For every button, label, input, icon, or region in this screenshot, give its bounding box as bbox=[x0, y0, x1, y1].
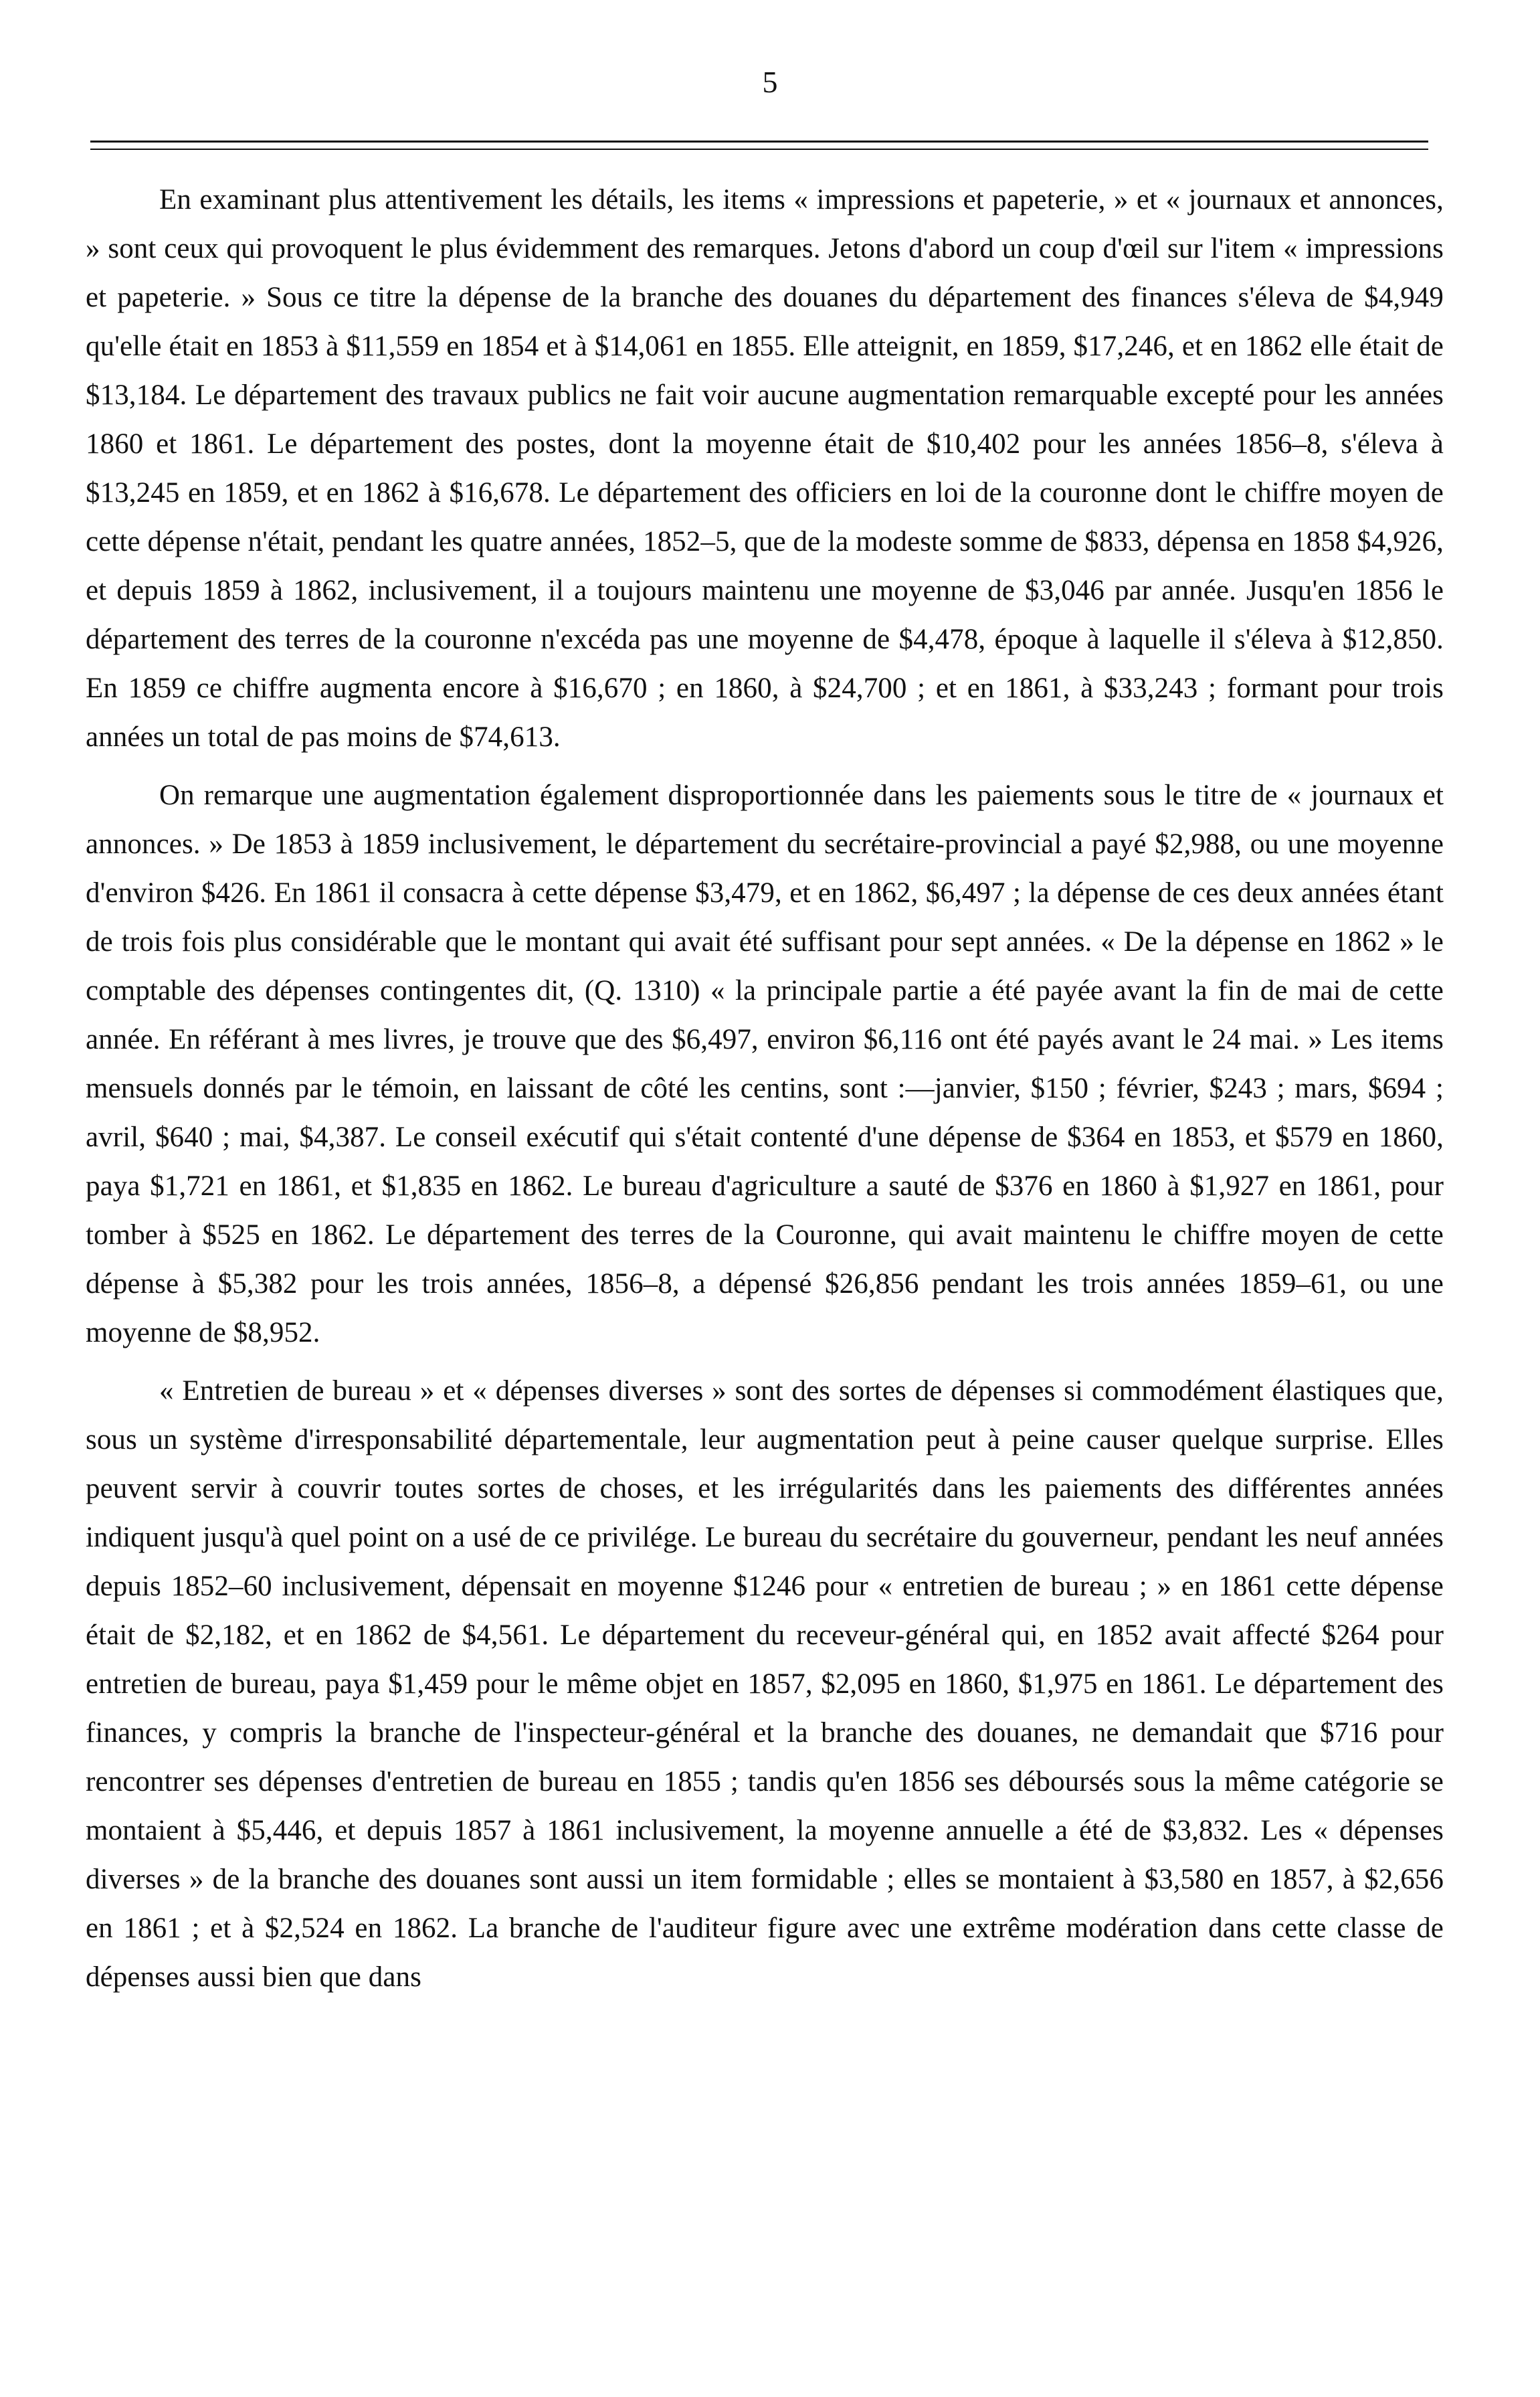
paragraph-impressions-papeterie: En examinant plus attentivement les détails, les items « impressions et papeterie, » et « journaux et annonces, » sont ceux qui provoquent le plus évidemment des remarques. Jetons d'abord un coup d'œil sur l'item « impressions et papeterie. » Sous ce titre la dépense de la branche des douanes du département des finances s'éleva de $4,949 qu'elle était en 1853 à $11,559 en 1854 et à $14,061 en 1855. Elle atteignit, en 1859, $17,246, et en 1862 elle était de $13,184. Le département des travaux publics ne fait voir aucune augmentation remarquable excepté pour les années 1860 et 1861. Le département des postes, dont la moyenne était de $10,402 pour les années 1856–8, s'éleva à $13,245 en 1859, et en 1862 à $16,678. Le département des officiers en loi de la couronne dont le chiffre moyen de cette dépense n'était, pendant les quatre années, 1852–5, que de la modeste somme de $833, dépensa en 1858 $4,926, et depuis 1859 à 1862, inclusivement, il a toujours maintenu une moyenne de $3,046 par année. Jusqu'en 1856 le département des terres de la couronne n'excéda pas une moyenne de $4,478, époque à laquelle il s'éleva à $12,850. En 1859 ce chiffre augmenta encore à $16,670 ; en 1860, à $24,700 ; et en 1861, à $33,243 ; formant pour trois années un total de pas moins de $74,613. bbox=[86, 184, 1444, 753]
page-number: 5 bbox=[762, 65, 778, 99]
header-rule bbox=[90, 141, 1428, 143]
body-text bbox=[86, 175, 1444, 2011]
header-rule-secondary bbox=[90, 149, 1428, 150]
paragraph-journaux-annonces: On remarque une augmentation également disproportionnée dans les paiements sous le titre de « journaux et annonces. » De 1853 à 1859 inclusivement, le département du secrétaire-provincial a payé $2,988, ou une moyenne d'environ $426. En 1861 il consacra à cette dépense $3,479, et en 1862, $6,497 ; la dépense de ces deux années étant de trois fois plus considérable que le montant qui avait été suffisant pour sept années. « De la dépense en 1862 » le comptable des dépenses contingentes dit, (Q. 1310) « la principale partie a été payée avant la fin de mai de cette année. En référant à mes livres, je trouve que des $6,497, environ $6,116 ont été payés avant le 24 mai. » Les items mensuels donnés par le témoin, en laissant de côté les centins, sont :—janvier, $150 ; février, $243 ; mars, $694 ; avril, $640 ; mai, $4,387. Le conseil exécutif qui s'était contenté d'une dépense de $364 en 1853, et $579 en 1860, paya $1,721 en 1861, et $1,835 en 1862. Le bureau d'agriculture a sauté de $376 en 1860 à $1,927 en 1861, pour tomber à $525 en 1862. Le département des terres de la Couronne, qui avait maintenu le chiffre moyen de cette dépense à $5,382 pour les trois années, 1856–8, a dépensé $26,856 pendant les trois années 1859–61, ou une moyenne de $8,952. bbox=[86, 780, 1444, 1348]
paragraph-entretien-bureau: « Entretien de bureau » et « dépenses diverses » sont des sortes de dépenses si commodément élastiques que, sous un système d'irresponsabilité départementale, leur augmentation peut à peine causer quelque surprise. Elles peuvent servir à couvrir toutes sortes de choses, et les irrégularités dans les paiements des différentes années indiquent jusqu'à quel point on a usé de ce privilége. Le bureau du secrétaire du gouverneur, pendant les neuf années depuis 1852–60 inclusivement, dépensait en moyenne $1246 pour « entretien de bureau ; » en 1861 cette dépense était de $2,182, et en 1862 de $4,561. Le département du receveur-général qui, en 1852 avait affecté $264 pour entretien de bureau, paya $1,459 pour le même objet en 1857, $2,095 en 1860, $1,975 en 1861. Le département des finances, y compris la branche de l'inspecteur-général et la branche des douanes, ne demandait que $716 pour rencontrer ses dépenses d'entretien de bureau en 1855 ; tandis qu'en 1856 ses déboursés sous la même catégorie se montaient à $5,446, et depuis 1857 à 1861 inclusivement, la moyenne annuelle a été de $3,832. Les « dépenses diverses » de la branche des douanes sont aussi un item formidable ; elles se montaient à $3,580 en 1857, à $2,656 en 1861 ; et à $2,524 en 1862. La branche de l'auditeur figure avec une extrême modération dans cette classe de dépenses aussi bien que dans bbox=[86, 1375, 1444, 1993]
